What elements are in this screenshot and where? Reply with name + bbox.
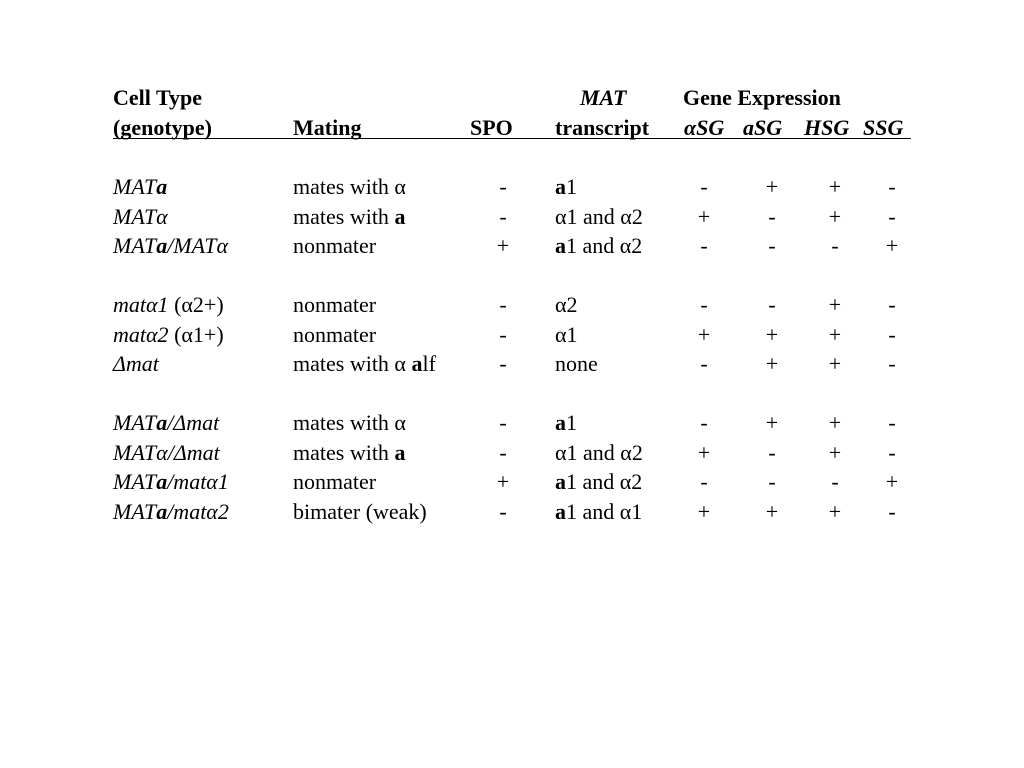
header-hsg: HSG xyxy=(804,115,850,140)
a-sg-cell: + xyxy=(765,410,779,435)
header-mating: Mating xyxy=(293,115,362,140)
spo-cell: - xyxy=(499,204,507,229)
header-alpha-sg: αSG xyxy=(684,115,725,140)
transcript-cell: a1 xyxy=(555,174,577,199)
a-sg-cell: - xyxy=(768,292,776,317)
hsg-cell: - xyxy=(831,233,839,258)
header-cell-type: Cell Type xyxy=(113,85,203,110)
genotype-cell: matα2 (α1+) xyxy=(113,322,224,347)
a-sg-cell: - xyxy=(768,233,776,258)
mating-cell: mates with α xyxy=(293,410,406,435)
spo-cell: - xyxy=(499,499,507,524)
genotype-cell: MATα/Δmat xyxy=(113,440,220,465)
ssg-cell: - xyxy=(888,351,896,376)
alpha-sg-cell: - xyxy=(700,292,708,317)
a-sg-cell: + xyxy=(765,351,779,376)
transcript-cell: a1 xyxy=(555,410,577,435)
hsg-cell: + xyxy=(828,499,842,524)
alpha-sg-cell: + xyxy=(697,440,711,465)
transcript-cell: a1 and α2 xyxy=(555,233,643,258)
alpha-sg-cell: - xyxy=(700,410,708,435)
mating-cell: nonmater xyxy=(293,233,377,258)
mating-cell: mates with a xyxy=(293,440,406,465)
transcript-cell: α1 and α2 xyxy=(555,440,643,465)
spo-cell: - xyxy=(499,440,507,465)
spo-cell: - xyxy=(499,410,507,435)
mating-cell: nonmater xyxy=(293,469,377,494)
ssg-cell: + xyxy=(885,233,899,258)
genotype-cell: MATa/matα2 xyxy=(113,499,229,524)
a-sg-cell: - xyxy=(768,469,776,494)
hsg-cell: - xyxy=(831,469,839,494)
alpha-sg-cell: + xyxy=(697,499,711,524)
spo-cell: - xyxy=(499,174,507,199)
mating-cell: mates with a xyxy=(293,204,406,229)
header-transcript: transcript xyxy=(555,115,650,140)
transcript-cell: α1 and α2 xyxy=(555,204,643,229)
alpha-sg-cell: - xyxy=(700,351,708,376)
transcript-cell: a1 and α2 xyxy=(555,469,643,494)
spo-cell: + xyxy=(496,233,510,258)
header-underline xyxy=(113,138,911,139)
alpha-sg-cell: - xyxy=(700,174,708,199)
a-sg-cell: + xyxy=(765,174,779,199)
header-gene-expression: Gene Expression xyxy=(683,85,841,110)
alpha-sg-cell: - xyxy=(700,233,708,258)
ssg-cell: - xyxy=(888,292,896,317)
hsg-cell: + xyxy=(828,292,842,317)
genotype-cell: MATa xyxy=(113,174,168,199)
header-spo: SPO xyxy=(470,115,513,140)
ssg-cell: - xyxy=(888,204,896,229)
hsg-cell: + xyxy=(828,410,842,435)
genotype-cell: Δmat xyxy=(113,351,159,376)
genotype-cell: MATa/MATα xyxy=(113,233,229,258)
spo-cell: - xyxy=(499,322,507,347)
mating-cell: nonmater xyxy=(293,322,377,347)
a-sg-cell: + xyxy=(765,322,779,347)
header-ssg: SSG xyxy=(863,115,904,140)
alpha-sg-cell: + xyxy=(697,204,711,229)
ssg-cell: + xyxy=(885,469,899,494)
spo-cell: - xyxy=(499,292,507,317)
spo-cell: + xyxy=(496,469,510,494)
mating-cell: bimater (weak) xyxy=(293,499,427,524)
genotype-cell: MATa/Δmat xyxy=(113,410,220,435)
header-a-sg: aSG xyxy=(743,115,783,140)
transcript-cell: α1 xyxy=(555,322,578,347)
alpha-sg-cell: - xyxy=(700,469,708,494)
a-sg-cell: - xyxy=(768,204,776,229)
ssg-cell: - xyxy=(888,440,896,465)
genotype-cell: MATa/matα1 xyxy=(113,469,229,494)
hsg-cell: + xyxy=(828,322,842,347)
ssg-cell: - xyxy=(888,410,896,435)
spo-cell: - xyxy=(499,351,507,376)
ssg-cell: - xyxy=(888,322,896,347)
hsg-cell: + xyxy=(828,174,842,199)
hsg-cell: + xyxy=(828,440,842,465)
genotype-cell: MATα xyxy=(113,204,168,229)
hsg-cell: + xyxy=(828,351,842,376)
ssg-cell: - xyxy=(888,499,896,524)
header-mat: MAT xyxy=(580,85,627,110)
transcript-cell: none xyxy=(555,351,598,376)
transcript-cell: a1 and α1 xyxy=(555,499,643,524)
alpha-sg-cell: + xyxy=(697,322,711,347)
transcript-cell: α2 xyxy=(555,292,578,317)
mating-cell: mates with α alf xyxy=(293,351,436,376)
ssg-cell: - xyxy=(888,174,896,199)
mating-cell: mates with α xyxy=(293,174,406,199)
genotype-cell: matα1 (α2+) xyxy=(113,292,224,317)
a-sg-cell: - xyxy=(768,440,776,465)
header-genotype: (genotype) xyxy=(113,115,212,140)
mating-cell: nonmater xyxy=(293,292,377,317)
a-sg-cell: + xyxy=(765,499,779,524)
hsg-cell: + xyxy=(828,204,842,229)
